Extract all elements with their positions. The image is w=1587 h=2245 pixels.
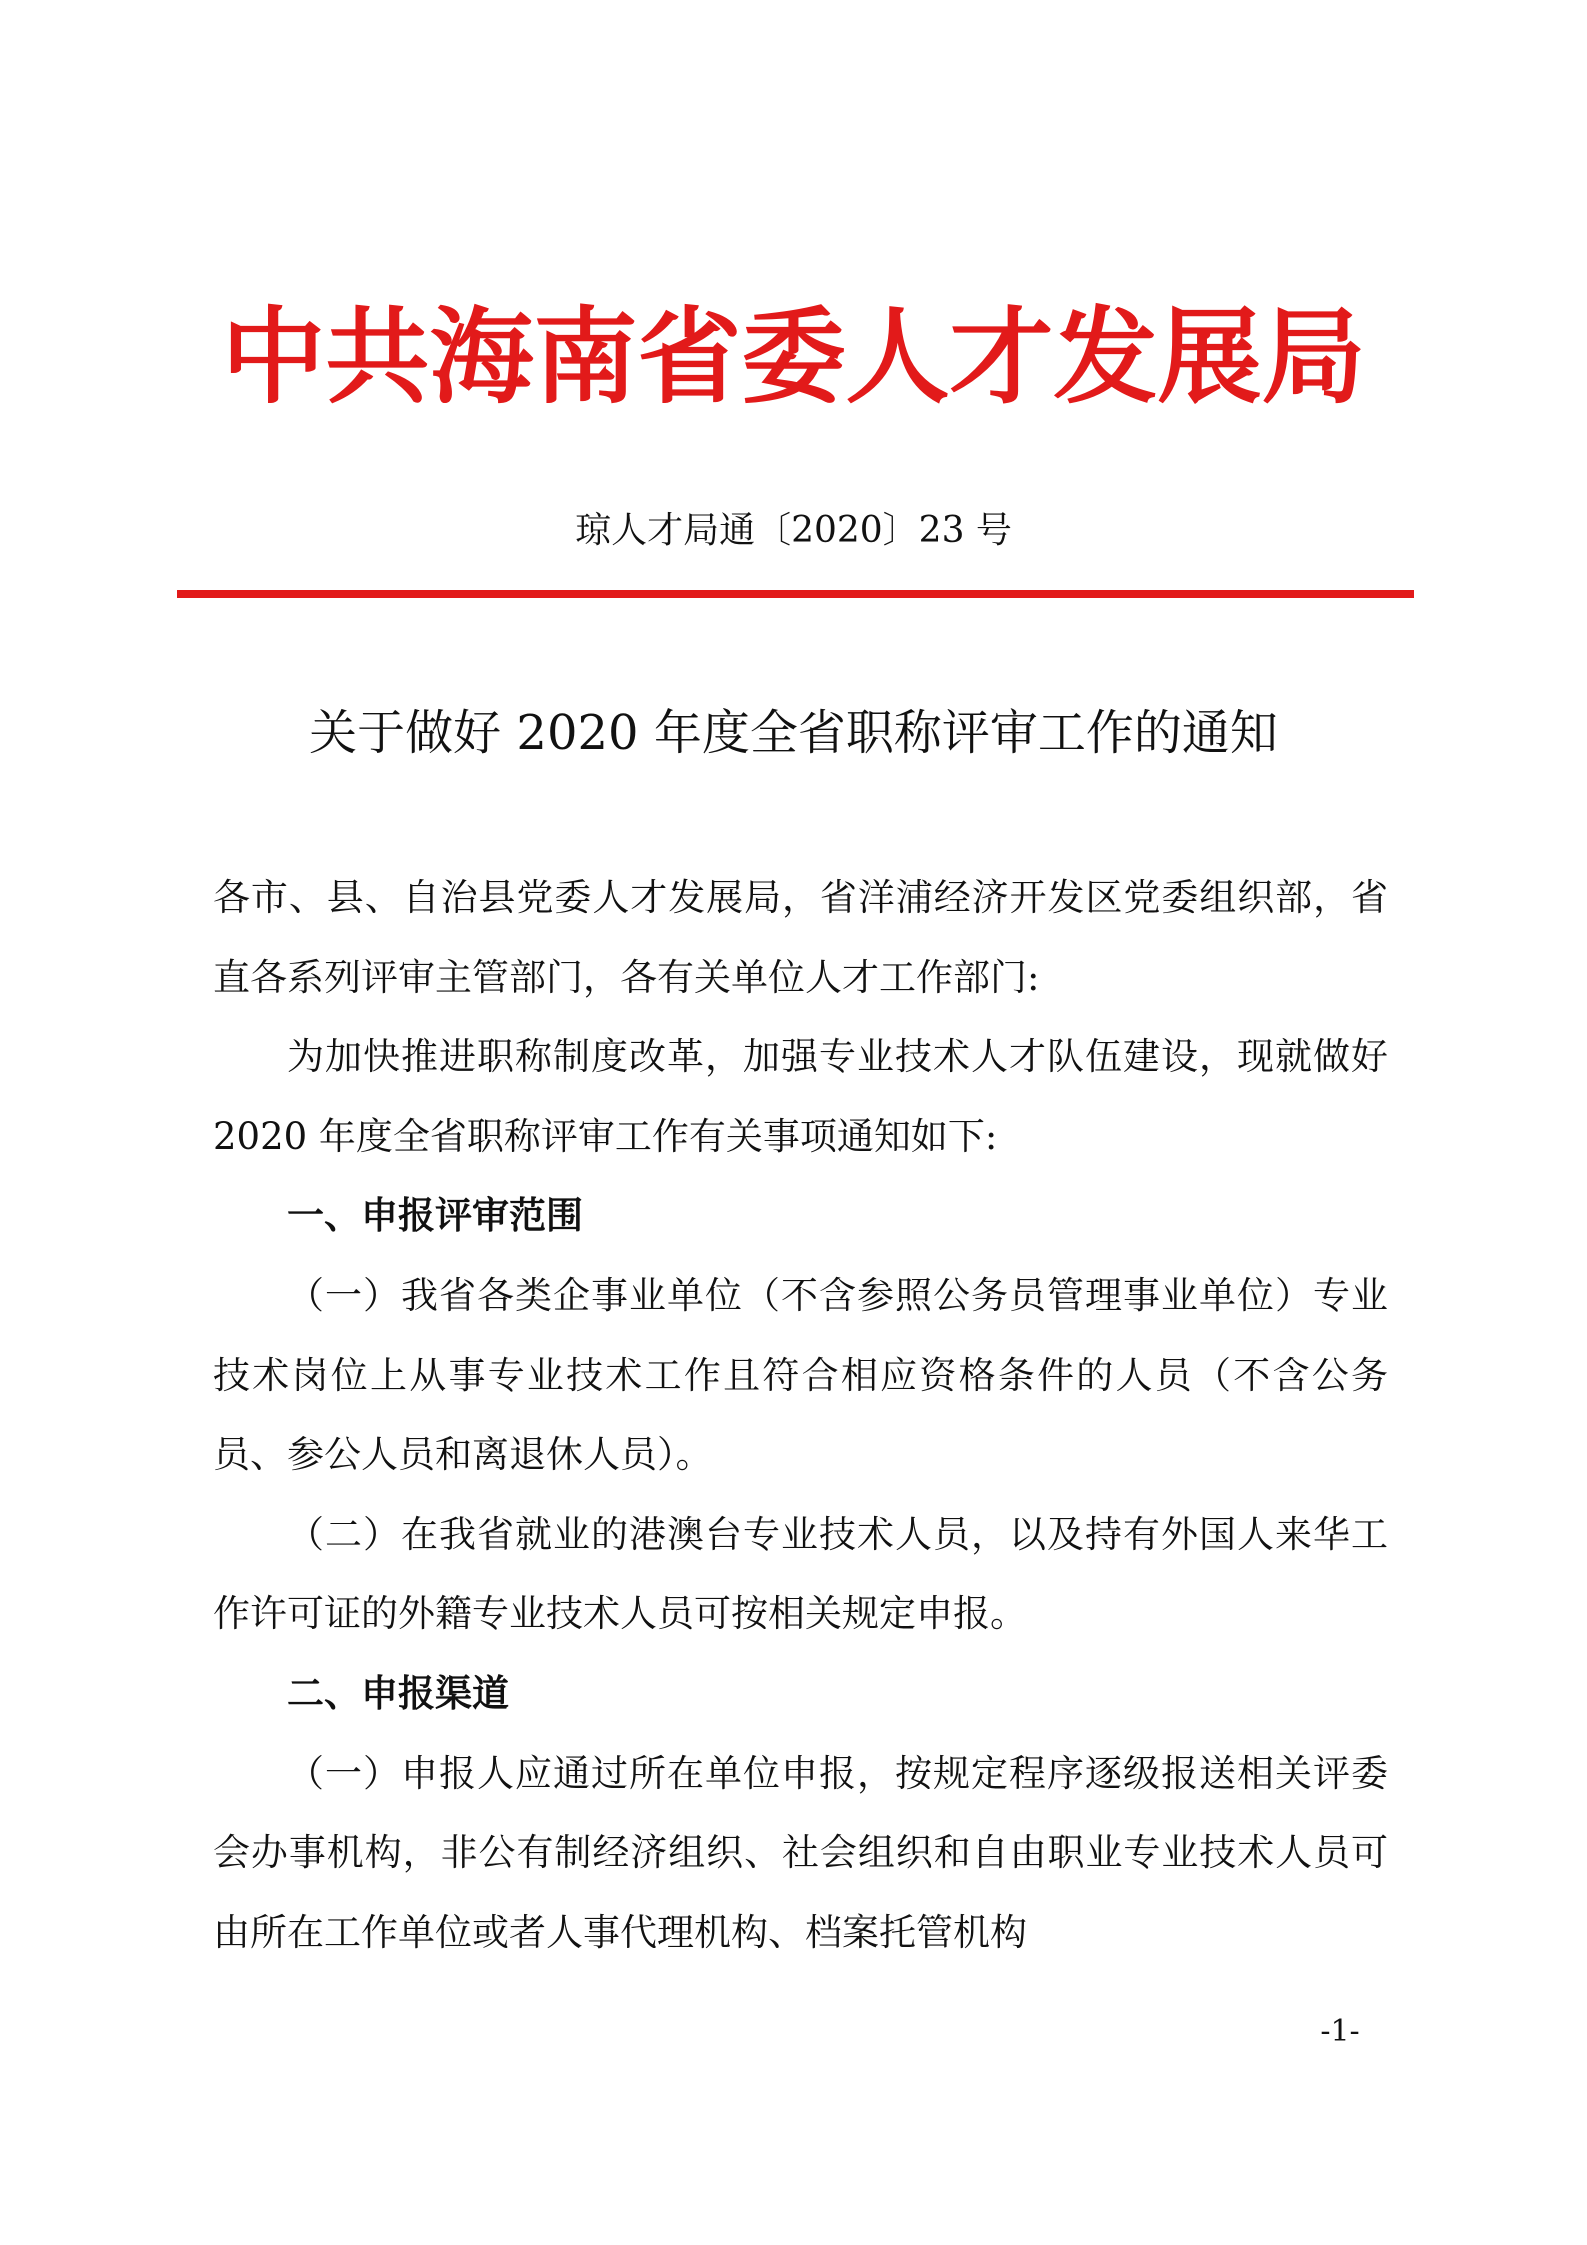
page-number: -1- [1320,2014,1360,2049]
document-number: 琼人才局通〔2020〕23 号 [575,510,1012,551]
intro-paragraph: 为加快推进职称制度改革，加强专业技术人才队伍建设，现就做好 2020 年度全省职称评审工作有关事项通知如下: [213,1035,1388,1158]
channels-item-1: （一）申报人应通过所在单位申报，按规定程序逐级报送相关评委会办事机构，非公有制经济组织、社会组织和自由职业专业技术人员可由所在工作单位或者人事代理机构、档案托管机构 [213,1751,1388,1954]
scope-item-1: （一）我省各类企事业单位（不含参照公务员管理事业单位）专业技术岗位上从事专业技术工作且符合相应资格条件的人员（不含公务员、参公人员和离退休人员）。 [213,1273,1388,1477]
issuing-authority-masthead: 中共海南省委人才发展局 [221,296,1366,418]
red-divider-line [177,590,1414,598]
recipients-paragraph: 各市、县、自治县党委人才发展局，省洋浦经济开发区党委组织部，省直各系列评审主管部门，各有关单位人才工作部门: [213,876,1388,999]
section-heading-channels: 二、申报渠道 [287,1671,509,1715]
section-heading-scope: 一、申报评审范围 [287,1194,583,1238]
scope-item-2: （二）在我省就业的港澳台专业技术人员，以及持有外国人来华工作许可证的外籍专业技术人员可按相关规定申报。 [213,1512,1388,1636]
document-title: 关于做好 2020 年度全省职称评审工作的通知 [309,705,1278,761]
document-body [213,858,1388,1972]
